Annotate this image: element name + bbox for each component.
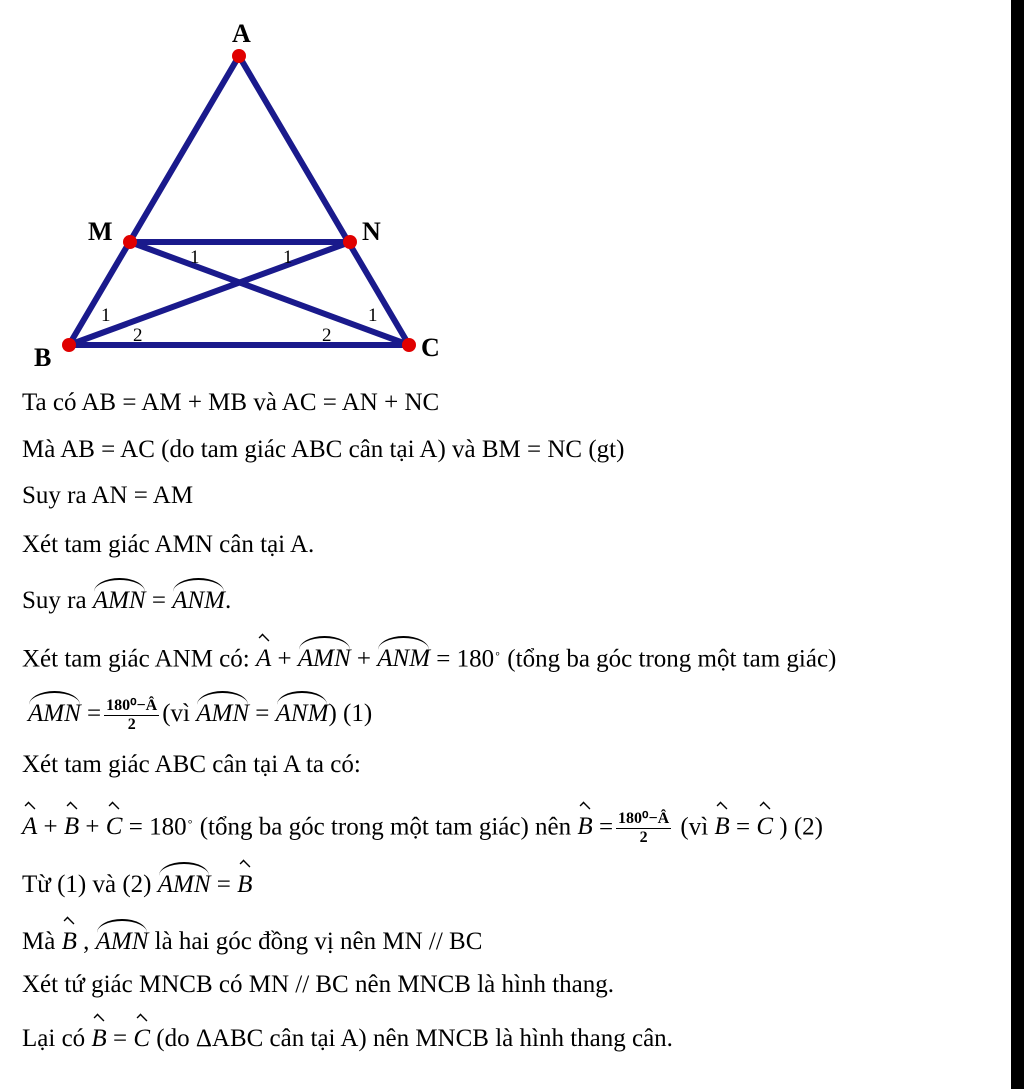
point-C [402, 338, 416, 352]
angle-AMN: AMN [158, 866, 211, 900]
angle-B: B [61, 928, 77, 955]
angle-B: B [237, 871, 253, 898]
angle-AMN: AMN [93, 582, 146, 616]
angle-AMN: AMN [196, 695, 249, 729]
label-M: M [88, 217, 113, 246]
segment-MC [130, 242, 409, 345]
proof-line-7: AMN = $\frac{\text{180⁰−Â}}{2}$ (vì AMN = ANM) (1) [28, 696, 373, 733]
proof-line-5: Suy ra AMN = ANM. [22, 582, 231, 616]
angle-mark-C1: 1 [368, 305, 378, 326]
point-B [62, 338, 76, 352]
angle-mark-B1: 1 [101, 305, 111, 326]
proof-line-2: Mà AB = AC (do tam giác ABC cân tại A) và BM = NC (gt) [22, 436, 625, 463]
proof-line-12: Xét tứ giác MNCB có MN // BC nên MNCB là hình thang. [22, 971, 614, 998]
fraction-180-minus-A-over-2: $\frac{\text{180⁰−Â}}{2}$ [618, 810, 670, 847]
label-A: A [232, 19, 251, 48]
proof-line-8: Xét tam giác ABC cân tại A ta có: [22, 751, 361, 778]
angle-A: A [22, 813, 38, 841]
angle-B: B [577, 813, 593, 841]
angle-B: B [714, 813, 730, 841]
isosceles-trapezoid-figure [0, 0, 500, 380]
angle-C: C [756, 813, 773, 841]
angle-mark-N1: 1 [283, 247, 293, 268]
point-A [232, 49, 246, 63]
proof-line-11: Mà B , AMN là hai góc đồng vị nên MN // BC [22, 923, 482, 957]
proof-line-4: Xét tam giác AMN cân tại A. [22, 531, 315, 558]
angle-ANM: ANM [276, 695, 329, 729]
proof-line-1: Ta có AB = AM + MB và AC = AN + NC [22, 389, 440, 416]
label-B: B [34, 343, 52, 372]
proof-line-13: Lại có B = C (do ΔABC cân tại A) nên MNCB là hình thang cân. [22, 1025, 673, 1052]
segment-NB [69, 242, 350, 345]
angle-AMN: AMN [96, 923, 149, 957]
angle-ANM: ANM [172, 582, 225, 616]
angle-mark-M1: 1 [190, 247, 200, 268]
point-M [123, 235, 137, 249]
label-C: C [421, 333, 440, 362]
angle-B: B [91, 1025, 107, 1052]
segment-AC [239, 56, 409, 345]
proof-line-6: Xét tam giác ANM có: A + AMN + ANM = 180∘ (tổng ba góc trong một tam giác) [22, 639, 836, 674]
angle-B: B [63, 813, 80, 841]
angle-C: C [133, 1025, 150, 1052]
angle-C: C [105, 813, 123, 841]
angle-A: A [255, 645, 272, 673]
proof-line-10: Từ (1) và (2) AMN = B [22, 866, 252, 900]
angle-ANM: ANM [377, 640, 430, 674]
segment-AB [69, 56, 239, 345]
point-N [343, 235, 357, 249]
angle-AMN: AMN [298, 640, 351, 674]
proof-line-3: Suy ra AN = AM [22, 482, 194, 509]
proof-line-9: A + B + C = 180∘ (tổng ba góc trong một tam giác) nên B = $\frac{\text{180⁰−Â}}{2}$ (vì B = C ) (2) [22, 810, 823, 847]
angle-AMN: AMN [28, 695, 81, 729]
angle-mark-C2: 2 [322, 325, 332, 346]
angle-mark-B2: 2 [133, 325, 143, 346]
label-N: N [362, 217, 381, 246]
fraction-180-minus-A-over-2: $\frac{\text{180⁰−Â}}{2}$ [106, 696, 158, 733]
